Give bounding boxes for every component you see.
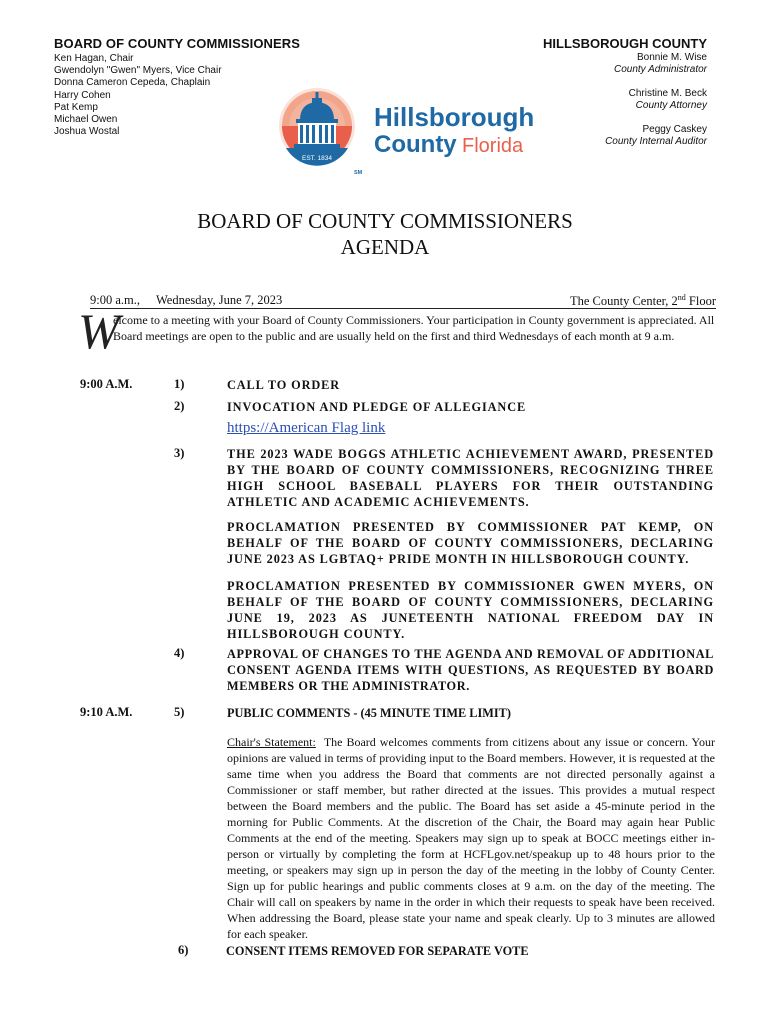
commissioner-name: Ken Hagan, Chair [54,53,134,64]
chair-statement-text: The Board welcomes comments from citizens about any issue or concern. Your opinions are valued in terms of providing input to the Board members. However, it is requested at the same time when you address the Board that comments are not directed personally against a Commissioner or staff member, but rather directed at the issues. This provides a mutual respect between the Board members and the public. The Board has set aside a 45-minute period in the morning for Public Comments. At the discretion of the Chair, the Board may again hear Public Comments at the end of the meeting. Speakers may sign up to speak at BOCC meetings either in-person or virtually by completing the form at HCFLgov.net/speakup up to 48 hours prior to the meeting, or speakers may sign up in person the day of the meeting in the lobby of County Center. Sign up for public hearings and public comments closes at 9 a.m. on the day of the meeting. The Chair will call on speakers by name in the order in which their requests to speak have been received. When addressing the Board, please state your name and speak clearly. Up to 3 minutes are allowed for each speaker. [227,735,715,941]
item-number: 2) [174,399,185,413]
agenda-title-line2: AGENDA [340,235,430,259]
item-number: 6) [178,943,189,957]
logo-est: EST. 1834 [302,155,332,162]
commissioner-name: Pat Kemp [54,101,98,113]
meeting-place-text: The County Center, 2 [569,294,678,309]
county-seal-icon [278,86,542,178]
item-number: 4) [174,646,185,660]
item-time: 9:10 A.M. [80,705,133,719]
meeting-info-line [90,292,716,309]
drop-cap: W [78,303,120,359]
agenda-item-invocation: INVOCATION AND PLEDGE OF ALLEGIANCE [227,400,527,414]
commissioner-name: Harry Cohen [54,89,111,101]
officer-name: Peggy Caskey [642,124,707,135]
meeting-date: Wednesday, June 7, 2023 [156,293,283,307]
chair-statement [227,734,715,942]
meeting-time: 9:00 a.m., [90,293,140,307]
officer-title: County Administrator [614,64,707,76]
agenda-item-award: THE 2023 WADE BOGGS ATHLETIC ACHIEVEMENT AWARD, PRESENTED BY THE BOARD OF COUNTY COMMISSIONERS, RECOGNIZING THREE HIGH SCHOOL BASEBALL PLAYERS FOR THEIR OUTSTANDING ATHLETIC AND ACADEMIC ACHIEVEMENTS. [227,447,714,509]
item-time: 9:00 A.M. [80,377,133,391]
board-heading: BOARD OF COUNTY COMMISSIONERS [54,36,301,51]
officer-name: Bonnie M. Wise [636,52,707,63]
agenda-item-public-comments: PUBLIC COMMENTS - (45 MINUTE TIME LIMIT) [227,706,511,720]
county-logo [278,86,542,178]
flag-link[interactable]: https://American Flag link [227,420,386,436]
officer-attorney [629,88,707,112]
county-heading: HILLSBOROUGH COUNTY [543,36,707,51]
meeting-place [570,293,716,309]
officer-title: County Internal Auditor [605,136,707,148]
agenda-item-approval: APPROVAL OF CHANGES TO THE AGENDA AND REMOVAL OF ADDITIONAL CONSENT AGENDA ITEMS WITH QUESTIONS, AS REQUESTED BY BOARD MEMBERS OR THE ADMINISTRATOR. [227,647,714,693]
chair-statement-label: Chair's Statement: [227,735,316,749]
agenda-item-call-to-order: CALL TO ORDER [227,378,341,392]
welcome-text: elcome to a meeting with your Board of County Commissioners. Your participation in County government is appreciated. All Board meetings are open to the public and are usually held on the first and third Wednesdays of each month at 9 a.m. [113,313,715,343]
agenda-title [0,208,770,260]
officer-name: Christine M. Beck [628,88,707,99]
item-number: 1) [174,377,185,391]
officer-title: County Attorney [635,100,707,112]
agenda-item-proclamation-pride: PROCLAMATION PRESENTED BY COMMISSIONER PAT KEMP, ON BEHALF OF THE BOARD OF COUNTY COMMISSIONERS, DECLARING JUNE 2023 AS LGBTAQ+ PRIDE MONTH IN HILLSBOROUGH COUNTY. [227,520,714,566]
officer-administrator [614,52,707,76]
item-number: 3) [174,446,185,460]
commissioner-name: Joshua Wostal [54,126,120,138]
agenda-item-consent-removed: CONSENT ITEMS REMOVED FOR SEPARATE VOTE [226,944,529,958]
commissioner-name: Michael Owen [54,114,118,126]
commissioner-name: Gwendolyn "Gwen" Myers, Vice Chair [54,65,222,77]
item-number: 5) [174,705,185,719]
commissioner-list [54,53,222,138]
meeting-place-floor: Floor [685,294,716,309]
logo-word-hillsborough: Hillsborough [374,102,535,132]
meeting-place-sup: nd [677,293,686,302]
commissioner-name: Donna Cameron Cepeda, Chaplain [54,77,211,89]
logo-word-florida: Florida [462,135,524,157]
agenda-title-line1: BOARD OF COUNTY COMMISSIONERS [197,209,573,233]
logo-word-county: County [374,131,457,158]
agenda-item-proclamation-juneteenth: PROCLAMATION PRESENTED BY COMMISSIONER GWEN MYERS, ON BEHALF OF THE BOARD OF COUNTY COMMISSIONERS, DECLARING JUNE 19, 2023 AS JUNETEENTH NATIONAL FREEDOM DAY IN HILLSBOROUGH COUNTY. [227,579,714,641]
officer-auditor [605,124,707,148]
logo-sm: SM [354,170,363,176]
